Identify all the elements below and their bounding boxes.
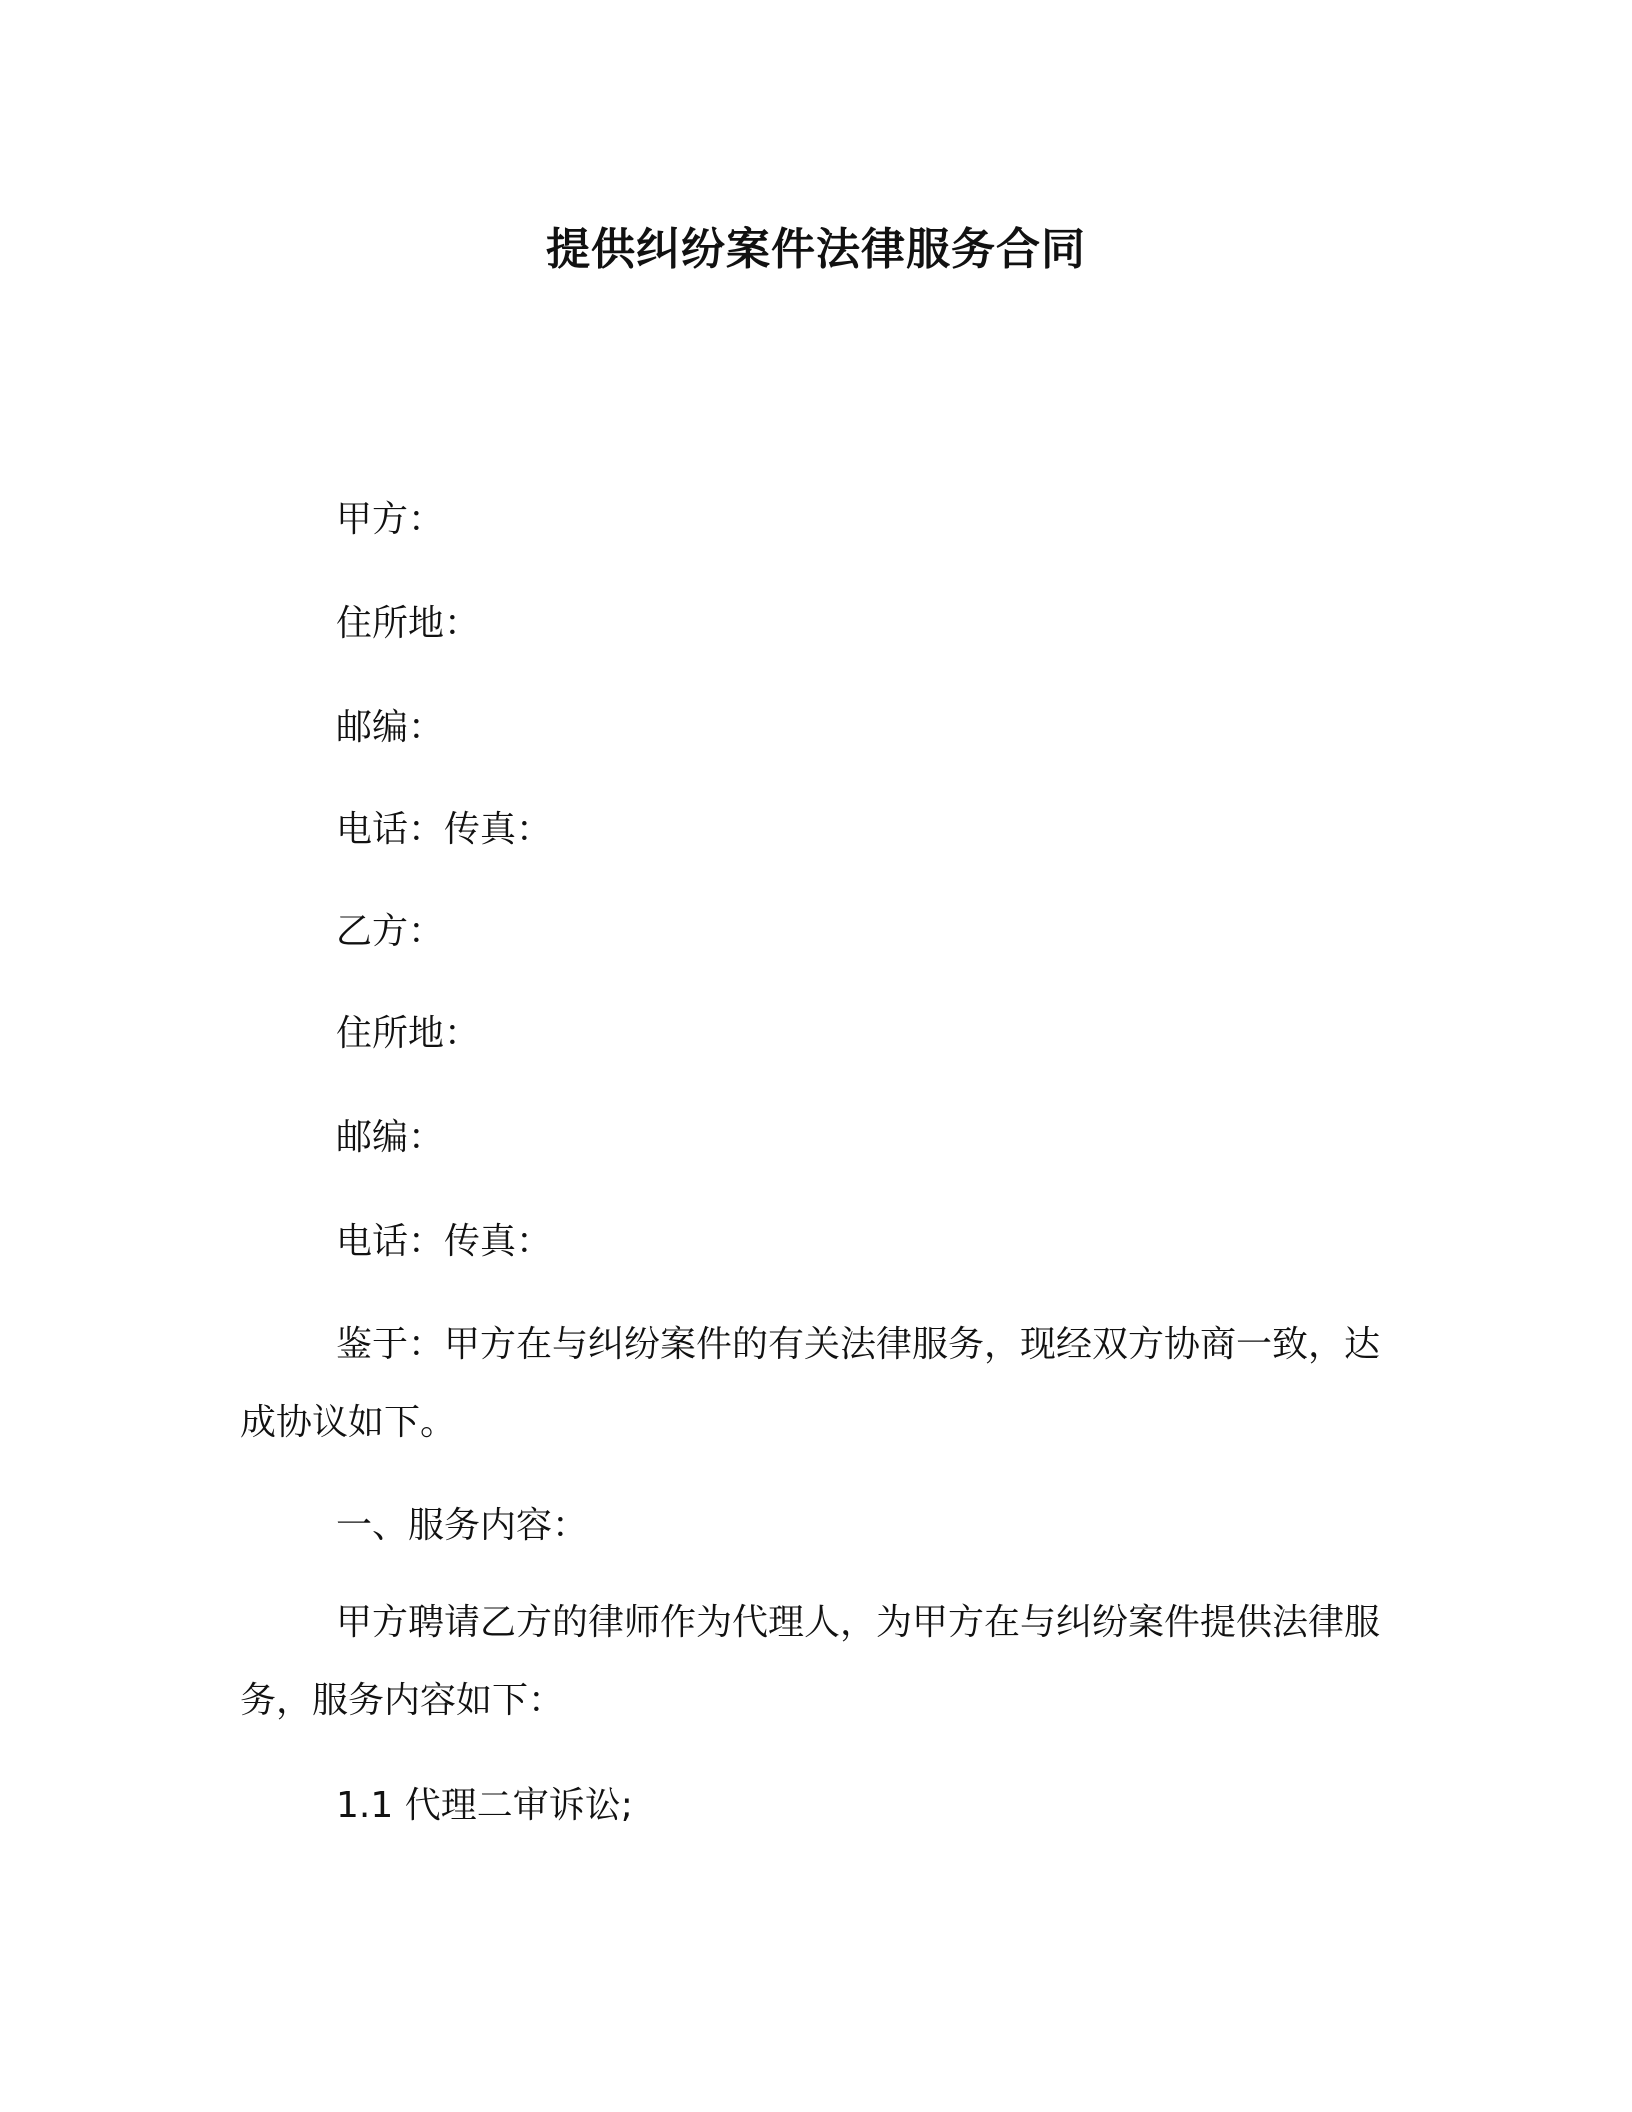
party-a-name-label: 甲方：	[336, 499, 445, 540]
whereas-paragraph: 鉴于：甲方在与纠纷案件的有关法律服务，现经双方协商一致，达成协议如下。	[240, 1324, 1381, 1443]
party-b-phone-fax-label: 电话：传真：	[336, 1221, 553, 1262]
party-b-address-label: 住所地：	[336, 1013, 481, 1054]
party-a-address-label: 住所地：	[336, 603, 481, 644]
party-a-postcode-label: 邮编：	[336, 707, 445, 748]
section-1-body: 甲方聘请乙方的律师作为代理人，为甲方在与纠纷案件提供法律服务，服务内容如下：	[240, 1602, 1381, 1721]
document-title: 提供纠纷案件法律服务合同	[546, 224, 1086, 275]
party-a-phone-fax-label: 电话：传真：	[336, 809, 553, 850]
section-1-heading: 一、服务内容：	[336, 1505, 589, 1546]
section-1-item-1-1: 1.1 代理二审诉讼;	[336, 1785, 633, 1826]
party-b-postcode-label: 邮编：	[336, 1117, 445, 1158]
party-b-name-label: 乙方：	[336, 911, 445, 952]
